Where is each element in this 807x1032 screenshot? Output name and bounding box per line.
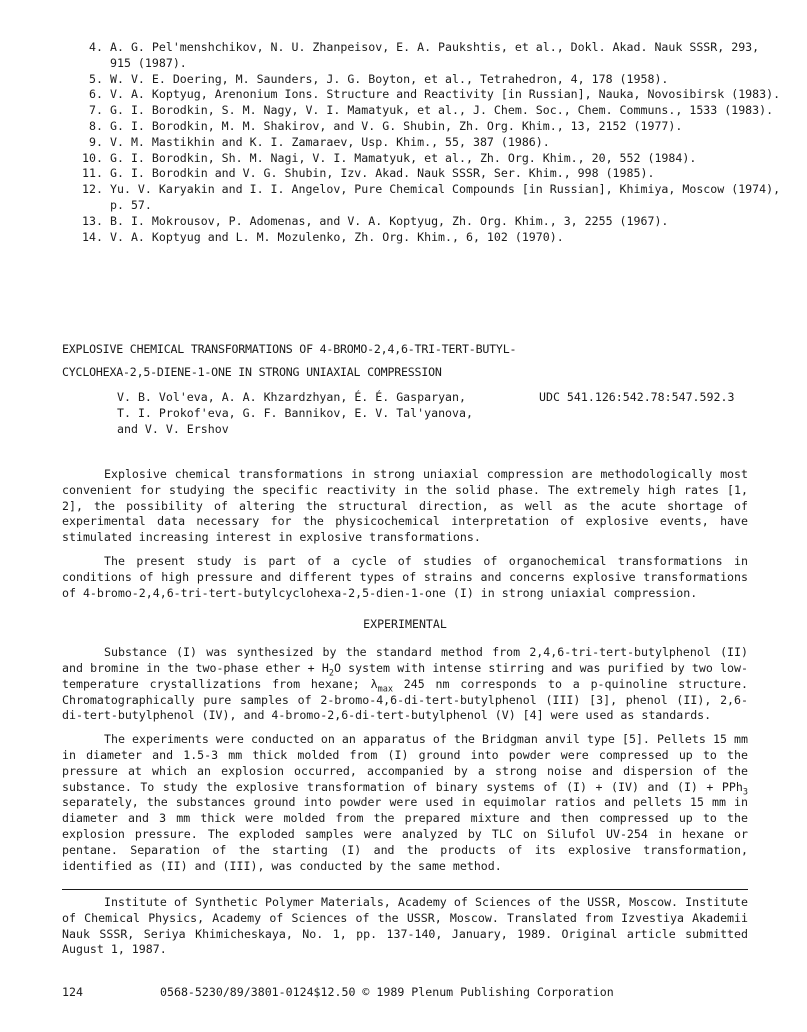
- reference-item: [62, 182, 782, 214]
- article-title-line: EXPLOSIVE CHEMICAL TRANSFORMATIONS OF 4-BROMO-2,4,6-TRI-TERT-BUTYL-: [62, 342, 517, 356]
- reference-number: 7.: [89, 103, 103, 118]
- reference-number: 5.: [89, 71, 103, 86]
- reference-list: [62, 40, 782, 245]
- reference-item: [62, 214, 782, 230]
- paragraph-text: Substance (I) was synthesized by the standard method from 2,4,6-tri-tert-butylphenol (II) and bromine in the two-phase ether + H: [62, 645, 748, 675]
- reference-text: B. I. Mokrousov, P. Adomenas, and V. A. Koptyug, Zh. Org. Khim., 3, 2255 (1967).: [110, 213, 669, 228]
- reference-number: 11.: [82, 166, 103, 181]
- author-line: and V. V. Ershov: [117, 421, 229, 436]
- reference-item: [62, 151, 782, 167]
- reference-number: 12.: [82, 182, 103, 197]
- affiliation-footnote: [62, 895, 748, 958]
- reference-number: 6.: [89, 87, 103, 102]
- reference-item: [62, 230, 782, 246]
- reference-number: 13.: [82, 213, 103, 228]
- reference-text: Yu. V. Karyakin and I. I. Angelov, Pure Chemical Compounds [in Russian], Khimiya, Moscow (1974), p. 57.: [110, 182, 781, 212]
- intro-paragraph: Explosive chemical transformations in strong uniaxial compression are methodologically most convenient for studying the specific reactivity in the solid phase. The extremely high rates [1, 2], the possibility of altering the structural direction, as well as the acute shortage of experimental data necessary for the physicochemical interpretation of explosive events, have stimulated increasing interest in explosive transformations.: [62, 467, 748, 545]
- reference-text: V. A. Koptyug and L. M. Mozulenko, Zh. Org. Khim., 6, 102 (1970).: [110, 229, 564, 244]
- udc-code: UDC 541.126:542.78:547.592.3: [539, 390, 735, 404]
- footnote-divider: [62, 889, 748, 890]
- reference-item: [62, 40, 782, 72]
- reference-item: [62, 72, 782, 88]
- reference-text: A. G. Pel'menshchikov, N. U. Zhanpeisov, E. A. Paukshtis, et al., Dokl. Akad. Nauk SSSR, 293, 915 (1987).: [110, 40, 760, 70]
- subscript: max: [377, 684, 393, 695]
- experimental-paragraph: [62, 645, 748, 724]
- article-title: [62, 342, 782, 388]
- subscript: 3: [742, 786, 748, 797]
- reference-item: [62, 119, 782, 135]
- paragraph-text: 245 nm corresponds to a p-quinoline structure. Chromatographically pure samples of 2-bromo-4,6-di-tert-butylphenol (III) [3], phenol (II), 2,6-di-tert-butylphenol (IV), and 4-bromo-2,6-di-tert-butylphenol (V) [4] were used as standards.: [62, 676, 748, 723]
- reference-item: [62, 87, 782, 103]
- reference-text: V. A. Koptyug, Arenonium Ions. Structure and Reactivity [in Russian], Nauka, Novosibirsk (1983).: [110, 87, 781, 102]
- page-footer: [62, 985, 762, 1001]
- reference-text: G. I. Borodkin, M. M. Shakirov, and V. G. Shubin, Zh. Org. Khim., 13, 2152 (1977).: [110, 118, 683, 133]
- footnote-text: Institute of Synthetic Polymer Materials, Academy of Sciences of the USSR, Moscow. Institute of Chemical Physics, Academy of Sciences of the USSR, Moscow. Translated from Izvestiya Akademii Nauk SSSR, Seriya Khimicheskaya, No. 1, pp. 137-140, January, 1989. Original article submitted August 1, 1987.: [62, 895, 748, 957]
- copyright-line: 0568-5230/89/3801-0124$12.50 © 1989 Plenum Publishing Corporation: [160, 985, 614, 999]
- paragraph-text: The experiments were conducted on an apparatus of the Bridgman anvil type [5]. Pellets 15 mm in diameter and 1.5-3 mm thick molded from (I) ground into powder were compressed up to the pressure at which an explosion occurred, accompanied by a strong noise and dispersion of the substance. To study the explosive transformation of binary systems of (I) + (IV) and (I) + PPh: [62, 732, 748, 794]
- author-line: V. B. Vol'eva, A. A. Khzardzhyan, É. É. Gasparyan,: [117, 390, 467, 404]
- page-number: 124: [62, 985, 83, 999]
- experimental-paragraph: [62, 732, 748, 874]
- reference-text: G. I. Borodkin, S. M. Nagy, V. I. Mamatyuk, et al., J. Chem. Soc., Chem. Communs., 1533 (1983).: [110, 103, 774, 118]
- reference-item: [62, 166, 782, 182]
- reference-item: [62, 135, 782, 151]
- reference-text: G. I. Borodkin, Sh. M. Nagi, V. I. Mamatyuk, et al., Zh. Org. Khim., 20, 552 (1984).: [110, 150, 697, 165]
- reference-text: W. V. E. Doering, M. Saunders, J. G. Boyton, et al., Tetrahedron, 4, 178 (1958).: [110, 71, 669, 86]
- reference-number: 10.: [82, 150, 103, 165]
- reference-item: [62, 103, 782, 119]
- reference-text: V. M. Mastikhin and K. I. Zamaraev, Usp. Khim., 55, 387 (1986).: [110, 134, 550, 149]
- article-body: [62, 467, 748, 882]
- intro-paragraph: The present study is part of a cycle of studies of organochemical transformations in conditions of high pressure and different types of strains and concerns explosive transformations of 4-bromo-2,4,6-tri-tert-butylcyclohexa-2,5-dien-1-one (I) in strong uniaxial compression.: [62, 553, 748, 600]
- section-heading: EXPERIMENTAL: [363, 617, 447, 632]
- subscript: 2: [328, 668, 334, 679]
- reference-text: G. I. Borodkin and V. G. Shubin, Izv. Akad. Nauk SSSR, Ser. Khim., 998 (1985).: [110, 166, 655, 181]
- paragraph-text: separately, the substances ground into powder were used in equimolar ratios and pellets 15 mm in diameter and 3 mm thick were molded from the prepared mixture and then compressed up to the explosion pressure. The exploded samples were analyzed by TLC on Silufol UV-254 in hexane or pentane. Separation of the starting (I) and the products of its explosive transformation, identified as (II) and (III), was conducted by the same method.: [62, 795, 748, 873]
- author-list: [117, 390, 547, 437]
- article-title-line: CYCLOHEXA-2,5-DIENE-1-ONE IN STRONG UNIAXIAL COMPRESSION: [62, 364, 442, 379]
- reference-number: 8.: [89, 118, 103, 133]
- paragraph-text: O system with intense stirring and was purified by two low-temperature crystallizations from hexane; λ: [62, 660, 748, 691]
- reference-number: 14.: [82, 229, 103, 244]
- author-line: T. I. Prokof'eva, G. F. Bannikov, E. V. Tal'yanova,: [117, 405, 473, 420]
- reference-number: 4.: [89, 40, 103, 54]
- reference-number: 9.: [89, 134, 103, 149]
